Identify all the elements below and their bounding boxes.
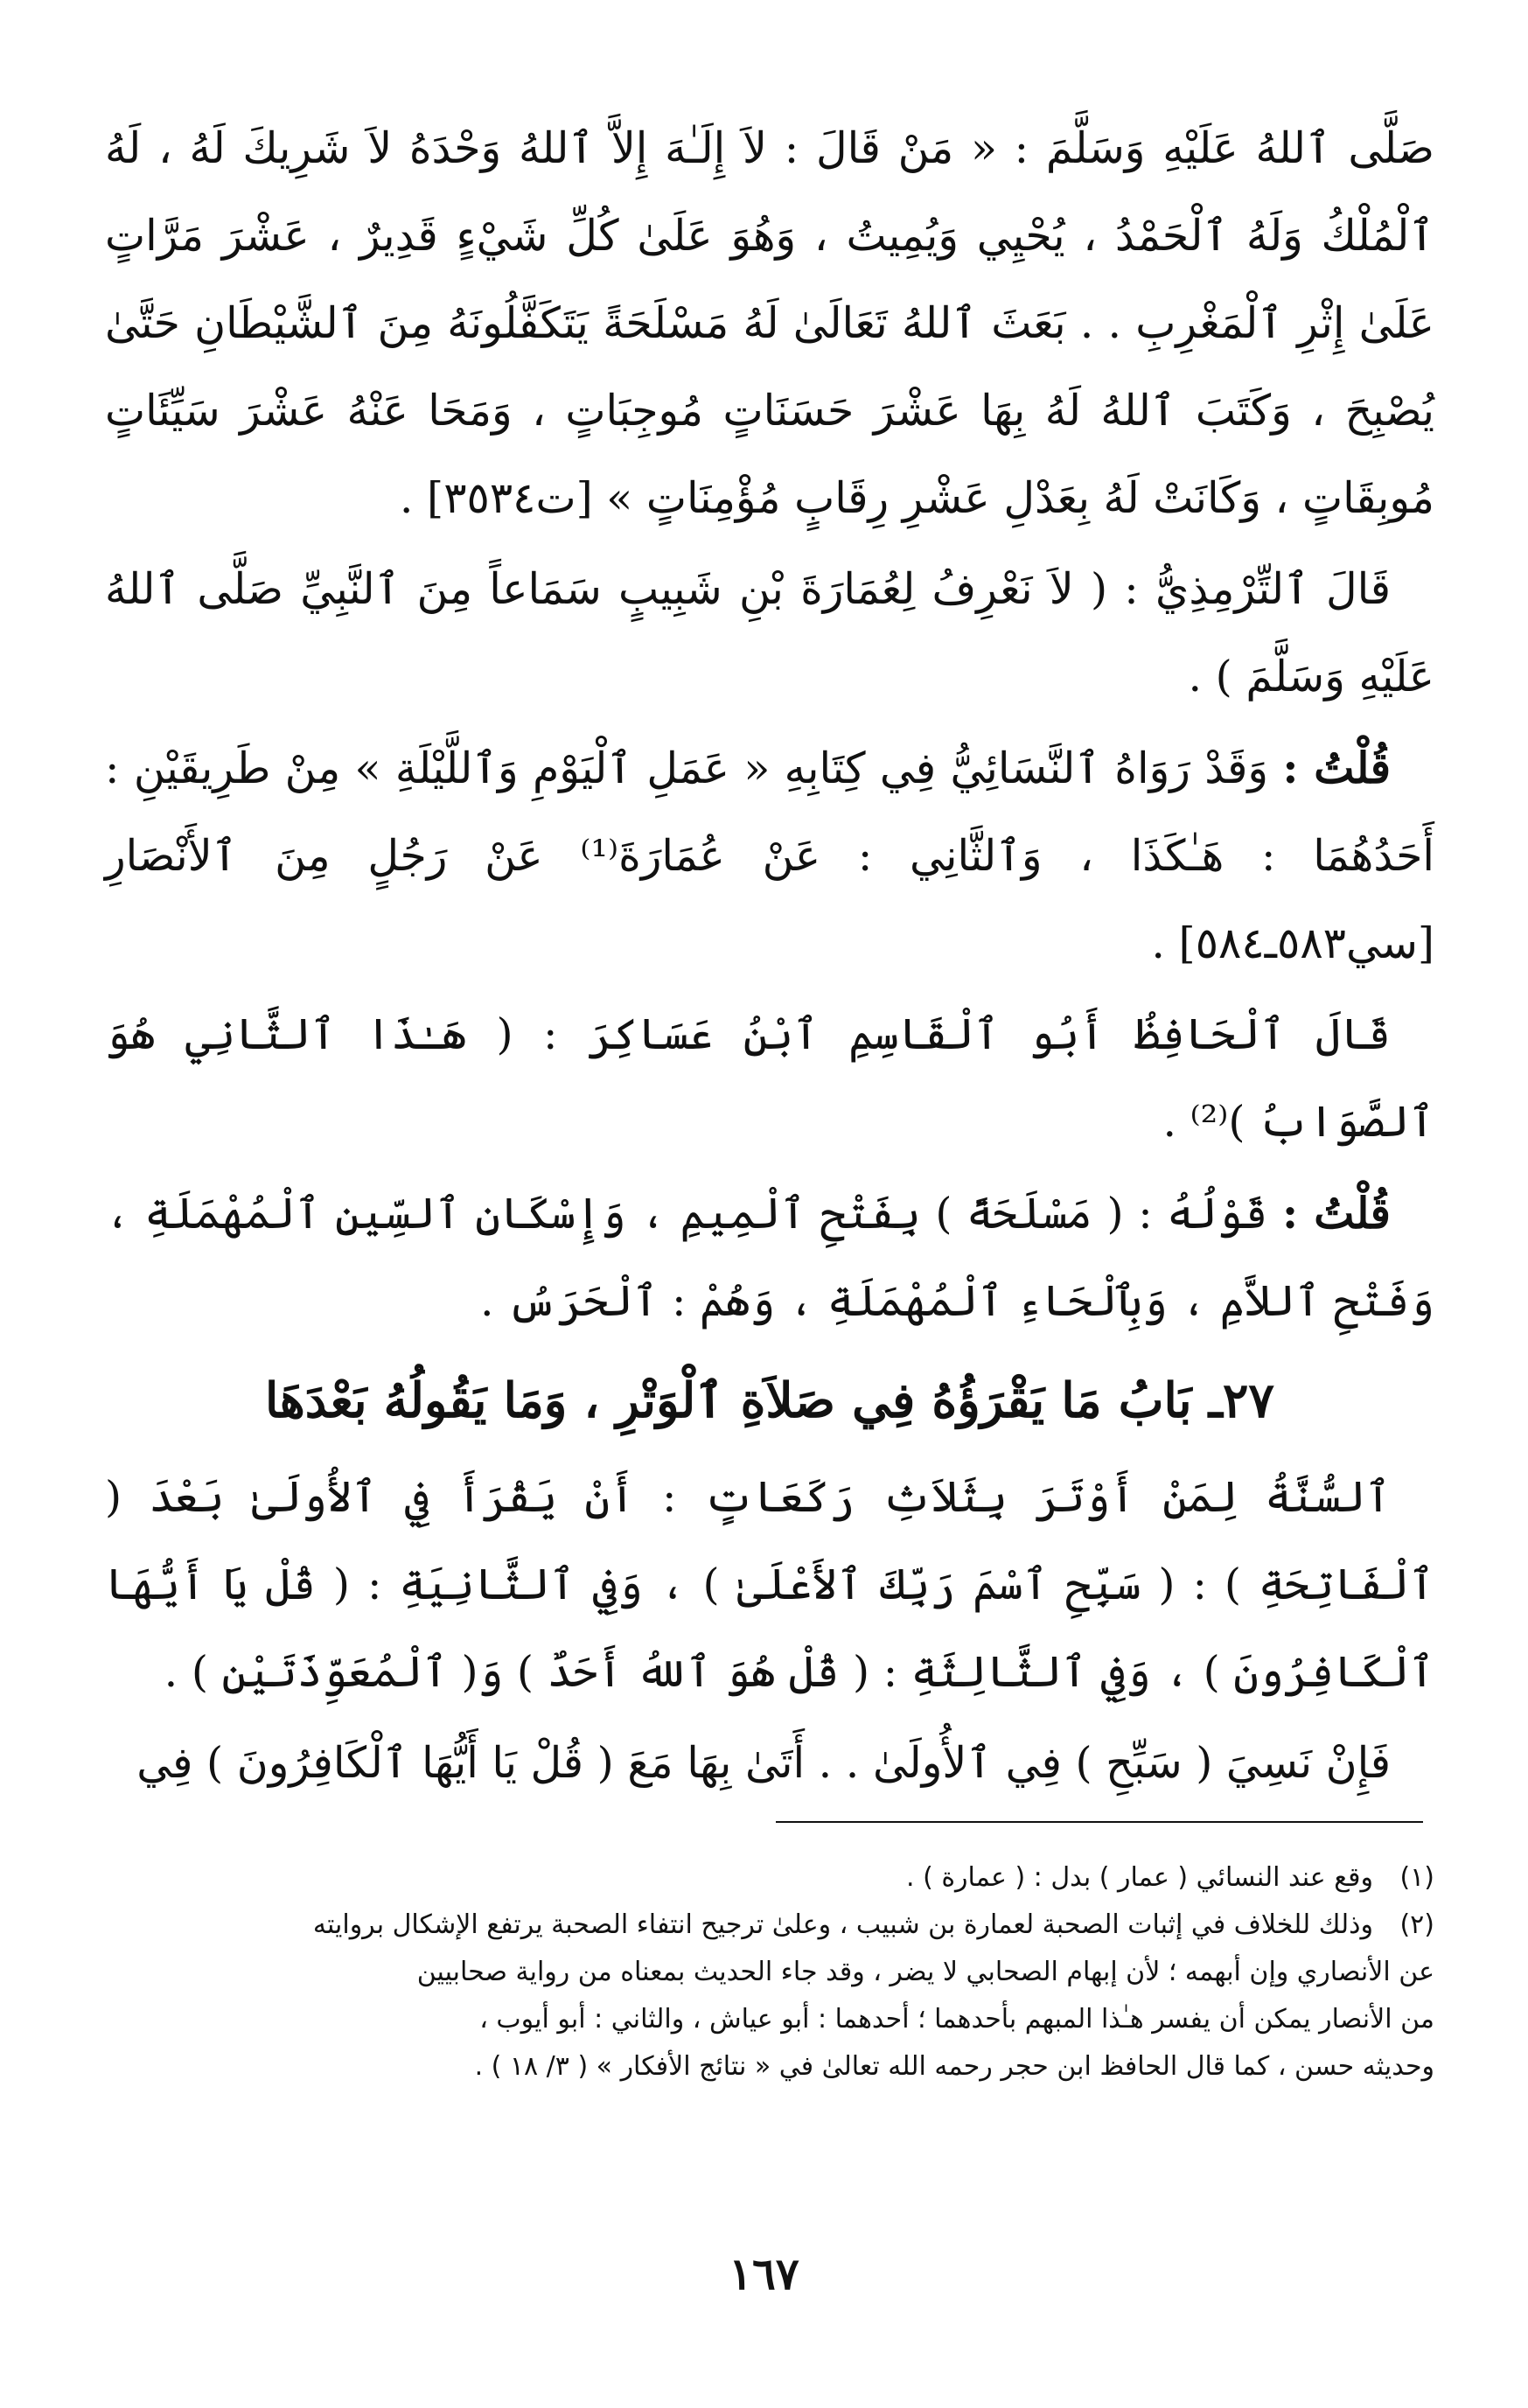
footnote-number: (٢) xyxy=(1399,1909,1434,1940)
paragraph-text: وَقَدْ رَوَاهُ ٱلنَّسَائِيُّ فِي كِتَابِهِ « عَمَلِ ٱلْيَوْمِ وَٱللَّيْلَةِ » مِنْ طَرِيقَيْنِ : أَحَدُهُمَا : هَـٰكَذَا ، وَٱلثَّانِي : عَنْ عُمَارَةَ⁽¹⁾ عَنْ رَجُلٍ مِنَ ٱلأَنْصَارِ [سي٥٨٣ـ٥٨٤] . xyxy=(105,743,1434,968)
footnote-continuation: وحديثه حسن ، كما قال الحافظ ابن حجر رحمه الله تعالىٰ في « نتائج الأفكار » ( ٣/ ١٨ ) . xyxy=(474,2051,1434,2082)
footnote-1 xyxy=(105,1854,1434,1902)
page-body xyxy=(105,105,1434,1811)
page-number: ١٦٧ xyxy=(729,2248,799,2300)
footnote-divider xyxy=(776,1821,1423,1823)
paragraph-hadith: صَلَّى ٱللهُ عَلَيْهِ وَسَلَّمَ : « مَنْ قَالَ : لاَ إِلَـٰهَ إِلاَّ ٱللهُ وَحْدَهُ لاَ شَرِيكَ لَهُ ، لَهُ ٱلْمُلْكُ وَلَهُ ٱلْحَمْدُ ، يُحْيِي وَيُمِيتُ ، وَهُوَ عَلَىٰ كُلِّ شَيْءٍ قَدِيرٌ ، عَشْرَ مَرَّاتٍ عَلَىٰ إِثْرِ ٱلْمَغْرِبِ . . بَعَثَ ٱللهُ تَعَالَىٰ لَهُ مَسْلَحَةً يَتَكَفَّلُونَهُ مِنَ ٱلشَّيْطَانِ حَتَّىٰ يُصْبِحَ ، وَكَتَبَ ٱللهُ لَهُ بِهَا عَشْرَ حَسَنَاتٍ مُوجِبَاتٍ ، وَمَحَا عَنْهُ عَشْرَ سَيِّئَاتٍ مُوبِقَاتٍ ، وَكَانَتْ لَهُ بِعَدْلِ عَشْرِ رِقَابٍ مُؤْمِنَاتٍ » [ت٣٥٣٤] . xyxy=(105,123,1434,523)
paragraph-text: قَوْلُهُ : ( مَسْلَحَةً ) بِفَتْحِ ٱلْمِيمِ ، وَإِسْكَانِ ٱلسِّينِ ٱلْمُهْمَلَةِ ، وَفَتْحِ ٱللاَّمِ ، وَبِٱلْحَاءِ ٱلْمُهْمَلَةِ ، وَهُمْ : ٱلْحَرَسُ . xyxy=(105,1189,1434,1326)
paragraph-forget: فَإِنْ نَسِيَ ( سَبِّحِ ) فِي ٱلأُولَىٰ . . أَتَىٰ بِهَا مَعَ ( قُلْ يَا أَيُّهَا ٱلْكَافِرُونَ ) فِي xyxy=(136,1738,1391,1788)
chapter-heading: ٢٧ـ بَابُ مَا يَقْرَؤُهُ فِي صَلاَةِ ٱلْوَتْرِ ، وَمَا يَقُولُهُ بَعْدَهَا xyxy=(265,1372,1274,1428)
footnote-continuation: عن الأنصاري وإن أبهمه ؛ لأن إبهام الصحابي لا يضر ، وقد جاء الحديث بمعناه من رواية صحابيين xyxy=(416,1957,1434,1987)
paragraph-maslaha xyxy=(105,1169,1434,1345)
footnote-continuation: من الأنصار يمكن أن يفسر هـٰذا المبهم بأحدهما ؛ أحدهما : أبو عياش ، والثاني : أبو أيوب ، xyxy=(479,2004,1434,2035)
paragraph-lead: قُلْتُ : xyxy=(1281,1188,1391,1239)
paragraph-nasai xyxy=(105,724,1434,988)
paragraph-ibn-asakir: قَالَ ٱلْحَافِظُ أَبُو ٱلْقَاسِمِ ٱبْنُ عَسَاكِرَ : ( هَـٰذَا ٱلثَّانِي هُوَ ٱلصَّوَابُ )⁽²⁾ . xyxy=(105,1009,1434,1147)
footnote-text: وذلك للخلاف في إثبات الصحبة لعمارة بن شبيب ، وعلىٰ ترجيح انتفاء الصحبة يرتفع الإشكال بروايته xyxy=(312,1909,1373,1940)
main-text xyxy=(105,105,1434,1807)
paragraph-lead: قُلْتُ : xyxy=(1282,743,1391,793)
footnote-number: (١) xyxy=(1399,1862,1434,1893)
paragraph-tirmidhi: قَالَ ٱلتِّرْمِذِيُّ : ( لاَ نَعْرِفُ لِعُمَارَةَ بْنِ شَبِيبٍ سَمَاعاً مِنَ ٱلنَّبِيِّ صَلَّى ٱللهُ عَلَيْهِ وَسَلَّمَ ) . xyxy=(105,564,1434,701)
footnotes xyxy=(105,1854,1434,2090)
footnote-2 xyxy=(105,1902,1434,1949)
footnote-text: وقع عند النسائي ( عمار ) بدل : ( عمارة ) . xyxy=(906,1862,1373,1893)
paragraph-sunnah: ٱلسُّنَّةُ لِمَنْ أَوْتَرَ بِثَلاَثِ رَكَعَاتٍ : أَنْ يَقْرَأَ فِي ٱلأُولَىٰ بَعْدَ ( ٱلْفَاتِحَةِ ) : ( سَبِّحِ ٱسْمَ رَبِّكَ ٱلأَعْلَىٰ ) ، وَفِي ٱلثَّانِيَةِ : ( قُلْ يَا أَيُّهَا ٱلْكَافِرُونَ ) ، وَفِي ٱلثَّالِثَةِ : ( قُلْ هُوَ ٱللهُ أَحَدٌ ) وَ( ٱلْمُعَوِّذَتَيْنِ ) . xyxy=(105,1472,1434,1697)
